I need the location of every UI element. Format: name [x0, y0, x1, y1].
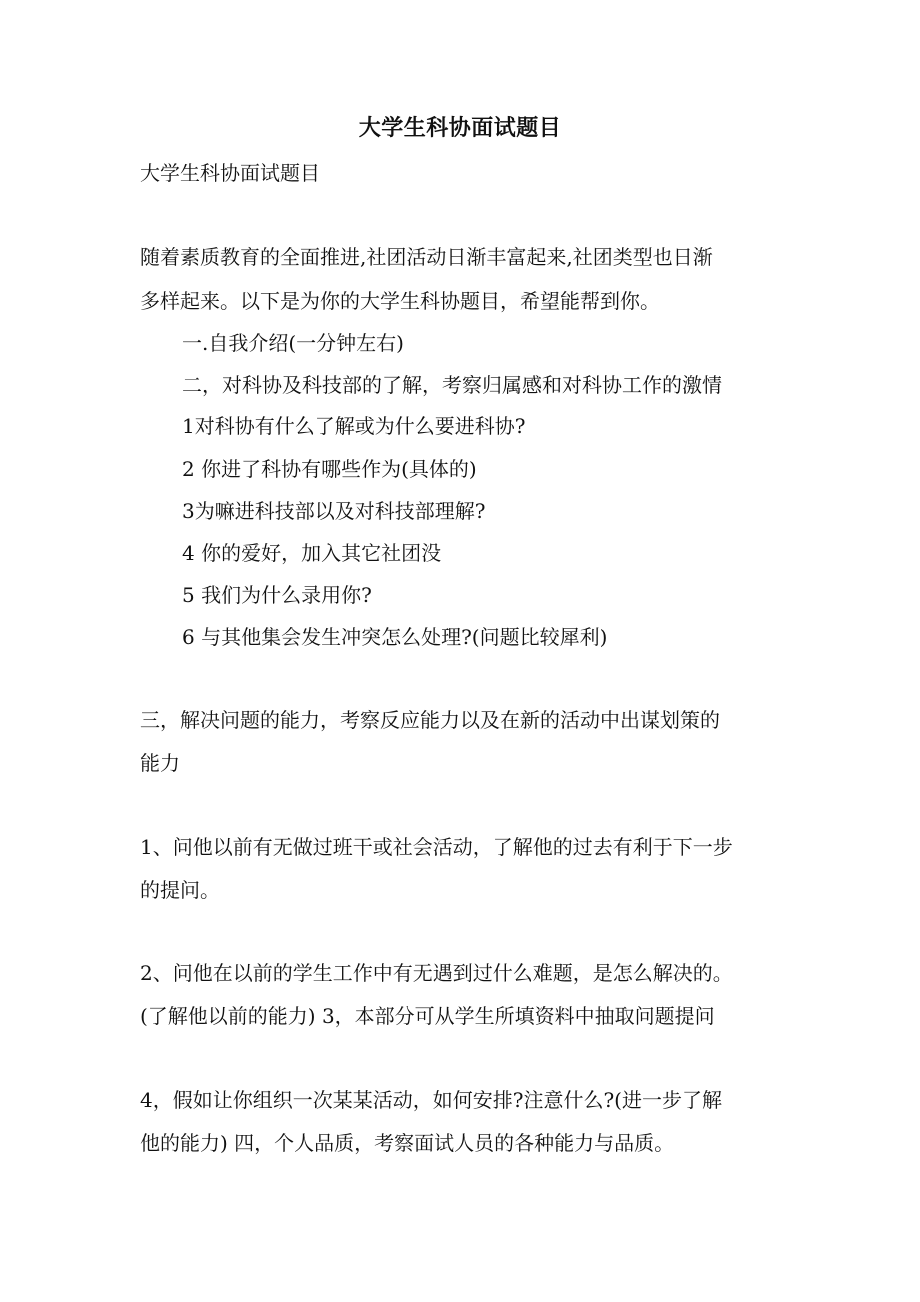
document-title: 大学生科协面试题目: [358, 115, 562, 141]
section-2-item-3: 3为嘛进科技部以及对科技部理解?: [182, 499, 486, 523]
question-2-line-2: (了解他以前的能力) 3，本部分可从学生所填资料中抽取问题提问: [140, 1004, 715, 1028]
question-4-line-1: 4，假如让你组织一次某某活动，如何安排?注意什么?(进一步了解: [140, 1088, 722, 1112]
intro-line-2: 多样起来。以下是为你的大学生科协题目，希望能帮到你。: [140, 289, 660, 313]
question-1-line-2: 的提问。: [140, 878, 220, 902]
section-2-item-4: 4 你的爱好，加入其它社团没: [182, 541, 442, 565]
intro-line-1: 随着素质教育的全面推进,社团活动日渐丰富起来,社团类型也日渐: [140, 245, 713, 269]
section-2-item-1: 1对科协有什么了解或为什么要进科协?: [182, 414, 526, 438]
section-2-item-6: 6 与其他集会发生冲突怎么处理?(问题比较犀利): [182, 625, 608, 649]
question-1-line-1: 1、问他以前有无做过班干或社会活动，了解他的过去有利于下一步: [140, 835, 733, 859]
section-3-line-2: 能力: [140, 751, 180, 775]
section-1-heading: 一.自我介绍(一分钟左右): [182, 331, 404, 355]
section-3-line-1: 三，解决问题的能力，考察反应能力以及在新的活动中出谋划策的: [140, 708, 720, 732]
section-2-heading: 二，对科协及科技部的了解，考察归属感和对科协工作的激情: [182, 373, 722, 397]
section-2-item-5: 5 我们为什么录用你?: [182, 583, 372, 607]
document-subtitle: 大学生科协面试题目: [140, 161, 320, 185]
section-2-item-2: 2 你进了科协有哪些作为(具体的): [182, 457, 477, 481]
question-2-line-1: 2、问他在以前的学生工作中有无遇到过什么难题，是怎么解决的。: [140, 961, 733, 985]
question-4-line-2: 他的能力) 四，个人品质，考察面试人员的各种能力与品质。: [140, 1131, 675, 1155]
